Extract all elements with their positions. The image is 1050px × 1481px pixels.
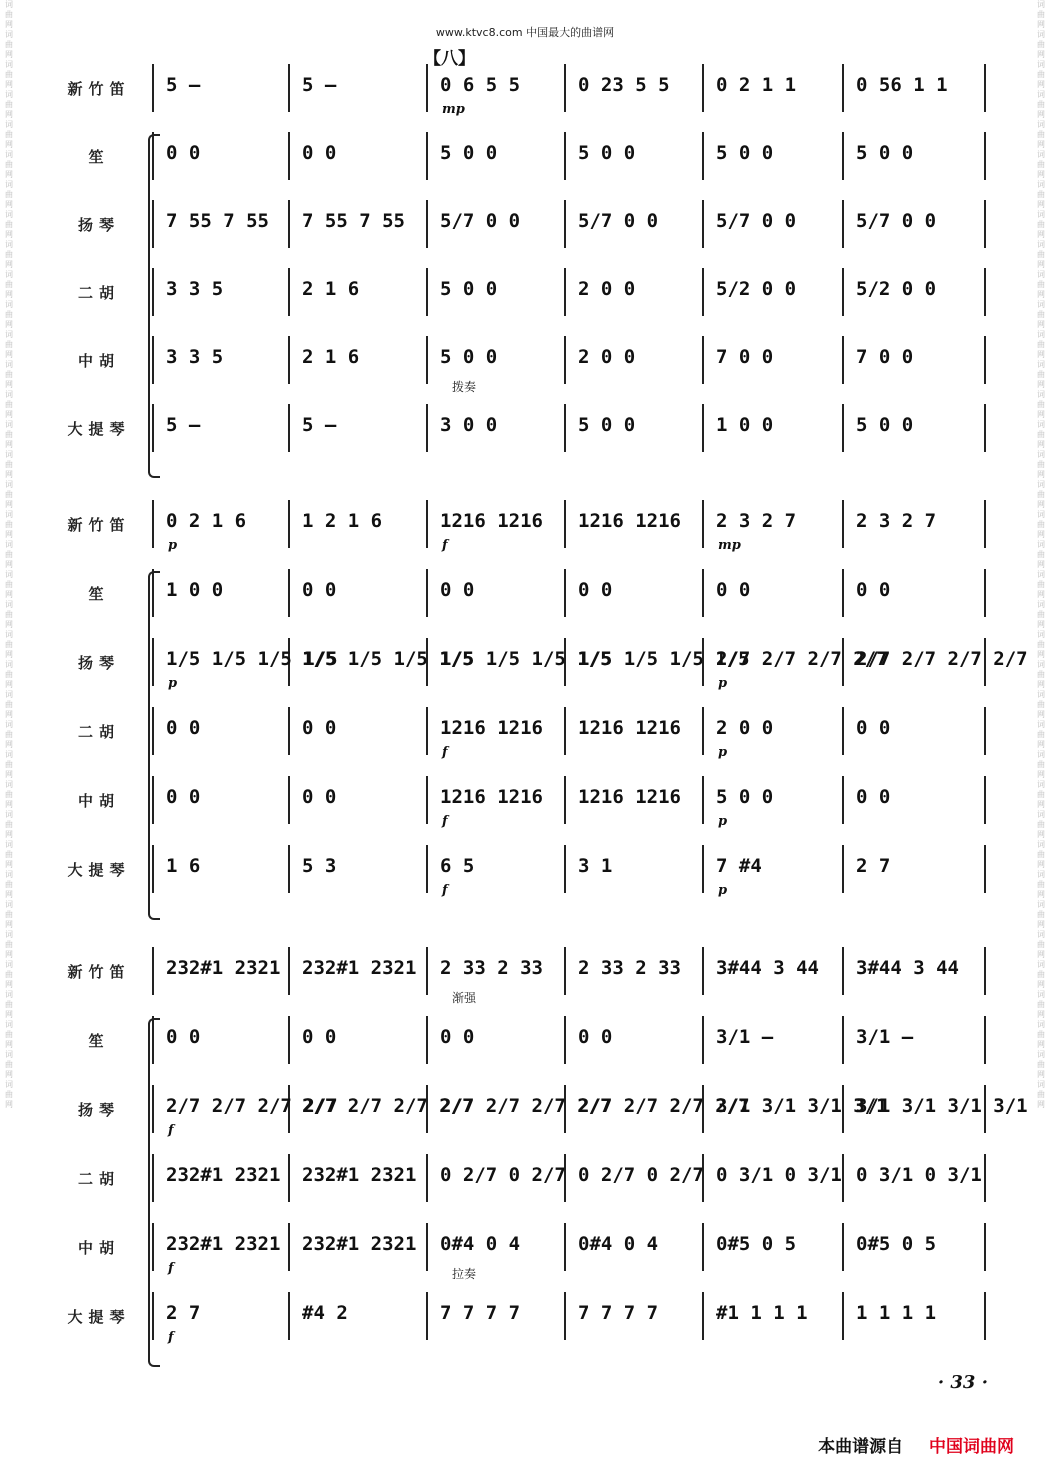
barline — [842, 947, 844, 995]
barline — [702, 268, 704, 316]
barline — [842, 336, 844, 384]
barline — [426, 132, 428, 180]
barline — [564, 1016, 566, 1064]
measure: #4 2 — [302, 1302, 348, 1324]
measure: 7 7 7 7 — [440, 1302, 521, 1324]
instrument-row — [0, 140, 1050, 180]
instrument-row — [0, 208, 1050, 248]
measure: 5 0 0 — [578, 414, 636, 436]
measure: 3/1 3/1 3/1 3/1 — [716, 1095, 888, 1117]
barline — [842, 200, 844, 248]
barline — [152, 64, 154, 112]
barline — [702, 845, 704, 893]
measure: 232#1 2321 — [166, 1233, 281, 1255]
measure: 3 3 5 — [166, 346, 224, 368]
measure: 0 6 5 5 — [440, 74, 521, 96]
measure: 0 2/7 0 2/7 — [578, 1164, 704, 1186]
measure: 5/2 0 0 — [856, 278, 937, 300]
measure: 2/7 2/7 2/7 2/7 — [440, 1095, 612, 1117]
barline — [702, 707, 704, 755]
barline — [288, 947, 290, 995]
barline — [152, 404, 154, 452]
measure: 1216 1216 — [578, 717, 681, 739]
barline — [152, 1223, 154, 1271]
instrument-row — [0, 577, 1050, 617]
instrument-row — [0, 955, 1050, 1005]
measure: 0 2 1 6 — [166, 510, 247, 532]
barline — [984, 1016, 986, 1064]
barline — [842, 404, 844, 452]
measure: 2 1 6 — [302, 278, 360, 300]
barline — [984, 336, 986, 384]
barline — [152, 200, 154, 248]
dynamic-mark: p — [718, 676, 728, 691]
measure: 5 0 0 — [440, 142, 498, 164]
measure: 5 – — [302, 74, 337, 96]
measure: 5/7 0 0 — [578, 210, 659, 232]
barline — [152, 1292, 154, 1340]
measure: 5/7 0 0 — [440, 210, 521, 232]
barline — [152, 707, 154, 755]
instrument-name: 二胡 — [77, 284, 120, 302]
barline — [152, 336, 154, 384]
barline — [152, 638, 154, 686]
dynamic-mark: p — [168, 676, 178, 691]
dynamic-mark: f — [168, 1330, 174, 1345]
barline — [288, 845, 290, 893]
instrument-name: 新竹笛 — [67, 963, 131, 981]
page-header: www.ktvc8.com 中国最大的曲谱网 — [435, 26, 615, 39]
barline — [702, 776, 704, 824]
measure: 7 #4 — [716, 855, 762, 877]
barline — [426, 64, 428, 112]
dynamic-mark: f — [168, 1123, 174, 1138]
barline — [564, 569, 566, 617]
measure: 5/2 0 0 — [716, 278, 797, 300]
measure: 2 3 2 7 — [856, 510, 937, 532]
barline — [984, 404, 986, 452]
dynamic-mark: f — [442, 745, 448, 760]
barline — [984, 132, 986, 180]
barline — [426, 500, 428, 548]
barline — [426, 569, 428, 617]
measure: 7 7 7 7 — [578, 1302, 659, 1324]
instrument-row — [0, 1162, 1050, 1202]
dynamic-mark: f — [442, 538, 448, 553]
barline — [564, 947, 566, 995]
measure: 2/7 2/7 2/7 2/7 — [578, 1095, 750, 1117]
measure: 2 33 2 33 — [440, 957, 543, 979]
measure: 0 0 — [166, 1026, 201, 1048]
barline — [426, 1223, 428, 1271]
instrument-name: 中胡 — [77, 1239, 120, 1257]
barline — [842, 1223, 844, 1271]
barline — [702, 1223, 704, 1271]
measure: 1/5 1/5 1/5 1/5 — [578, 648, 750, 670]
measure: 0 2 1 1 — [716, 74, 797, 96]
instrument-name: 笙 — [88, 585, 110, 603]
measure: 3 3 5 — [166, 278, 224, 300]
performance-label: 渐强 — [452, 991, 477, 1005]
barline — [426, 845, 428, 893]
barline — [288, 1223, 290, 1271]
instrument-name: 中胡 — [77, 352, 120, 370]
measure: 0 0 — [302, 579, 337, 601]
measure: 2/7 2/7 2/7 2/7 — [716, 648, 888, 670]
instrument-name: 扬琴 — [77, 216, 120, 234]
dynamic-mark: f — [442, 883, 448, 898]
measure: 5 0 0 — [440, 278, 498, 300]
barline — [288, 1292, 290, 1340]
barline — [984, 569, 986, 617]
barline — [152, 268, 154, 316]
measure: 0 0 — [302, 717, 337, 739]
instrument-row — [0, 276, 1050, 316]
barline — [288, 500, 290, 548]
instrument-name: 大提琴 — [67, 1308, 131, 1326]
barline — [288, 268, 290, 316]
barline — [984, 1154, 986, 1202]
measure: 0 0 — [302, 786, 337, 808]
barline — [288, 64, 290, 112]
barline — [984, 268, 986, 316]
measure: 0 0 — [578, 579, 613, 601]
barline — [564, 776, 566, 824]
measure: 0#4 0 4 — [440, 1233, 521, 1255]
performance-label: 拨奏 — [452, 380, 477, 394]
measure: 0#5 0 5 — [856, 1233, 937, 1255]
barline — [426, 404, 428, 452]
dynamic-mark: f — [168, 1261, 174, 1276]
barline — [984, 845, 986, 893]
barline — [152, 132, 154, 180]
dynamic-mark: p — [718, 883, 728, 898]
measure: 5 – — [302, 414, 337, 436]
barline — [152, 845, 154, 893]
measure: 3#44 3 44 — [716, 957, 819, 979]
measure: 1216 1216 — [440, 786, 543, 808]
measure: 0 0 — [440, 579, 475, 601]
barline — [842, 64, 844, 112]
measure: 0 0 — [578, 1026, 613, 1048]
measure: 0 56 1 1 — [856, 74, 948, 96]
instrument-name: 二胡 — [77, 723, 120, 741]
measure: 1216 1216 — [578, 510, 681, 532]
barline — [842, 1016, 844, 1064]
instrument-name: 笙 — [88, 148, 110, 166]
measure: 2 0 0 — [578, 346, 636, 368]
barline — [702, 132, 704, 180]
measure: 0 0 — [856, 579, 891, 601]
barline — [702, 64, 704, 112]
instrument-name: 大提琴 — [67, 420, 131, 438]
barline — [842, 132, 844, 180]
instrument-row — [0, 412, 1050, 452]
barline — [984, 500, 986, 548]
measure: 2 7 — [856, 855, 891, 877]
measure: 7 55 7 55 — [302, 210, 405, 232]
barline — [702, 500, 704, 548]
barline — [288, 200, 290, 248]
barline — [152, 1154, 154, 1202]
measure: 2 3 2 7 — [716, 510, 797, 532]
measure: 5 0 0 — [856, 142, 914, 164]
watermark-left: 词曲网词曲网词曲网词曲网词曲网词曲网词曲网词曲网词曲网词曲网词曲网词曲网词曲网词曲网词曲网词曲网词曲网词曲网词曲网词曲网词曲网词曲网词曲网词曲网词曲网词曲网词曲网词曲网词曲网词曲网词曲网词曲网词曲网词曲网词曲网词曲网词曲网 — [5, 0, 13, 1109]
instrument-name: 新竹笛 — [67, 80, 131, 98]
dynamic-mark: f — [442, 814, 448, 829]
barline — [564, 1223, 566, 1271]
barline — [288, 707, 290, 755]
measure: 2 1 6 — [302, 346, 360, 368]
barline — [984, 1292, 986, 1340]
measure: 0#5 0 5 — [716, 1233, 797, 1255]
measure: 3 1 — [578, 855, 613, 877]
barline — [984, 947, 986, 995]
source-credit — [818, 1432, 1014, 1457]
measure: 3 0 0 — [440, 414, 498, 436]
barline — [842, 500, 844, 548]
instrument-row — [0, 72, 1050, 117]
measure: 1 0 0 — [716, 414, 774, 436]
instrument-row — [0, 344, 1050, 394]
measure: 232#1 2321 — [166, 957, 281, 979]
measure: 1/5 1/5 1/5 1/5 — [440, 648, 612, 670]
barline — [564, 707, 566, 755]
watermark-right: 词曲网词曲网词曲网词曲网词曲网词曲网词曲网词曲网词曲网词曲网词曲网词曲网词曲网词曲网词曲网词曲网词曲网词曲网词曲网词曲网词曲网词曲网词曲网词曲网词曲网词曲网词曲网词曲网词曲网词曲网词曲网词曲网词曲网词曲网词曲网词曲网词曲网 — [1037, 0, 1045, 1109]
instrument-name: 笙 — [88, 1032, 110, 1050]
measure: 1 1 1 1 — [856, 1302, 937, 1324]
measure: 0 23 5 5 — [578, 74, 670, 96]
measure: 5 – — [166, 74, 201, 96]
measure: 0 0 — [166, 786, 201, 808]
measure: 5 0 0 — [716, 142, 774, 164]
barline — [564, 1292, 566, 1340]
barline — [984, 1223, 986, 1271]
barline — [564, 132, 566, 180]
instrument-row — [0, 784, 1050, 829]
measure: 2/7 2/7 2/7 2/7 — [856, 648, 1028, 670]
barline — [702, 947, 704, 995]
barline — [842, 268, 844, 316]
barline — [152, 569, 154, 617]
barline — [288, 569, 290, 617]
barline — [984, 776, 986, 824]
instrument-row — [0, 508, 1050, 553]
measure: 3/1 3/1 3/1 3/1 — [856, 1095, 1028, 1117]
barline — [984, 200, 986, 248]
dynamic-mark: p — [168, 538, 178, 553]
instrument-row — [0, 646, 1050, 691]
performance-label: 拉奏 — [452, 1267, 477, 1281]
barline — [426, 707, 428, 755]
dynamic-mark: p — [718, 814, 728, 829]
measure: 7 55 7 55 — [166, 210, 269, 232]
barline — [152, 1085, 154, 1133]
barline — [564, 500, 566, 548]
instrument-row — [0, 1300, 1050, 1345]
instrument-row — [0, 1024, 1050, 1064]
barline — [288, 336, 290, 384]
dynamic-mark: p — [718, 745, 728, 760]
measure: 2 7 — [166, 1302, 201, 1324]
instrument-row — [0, 1093, 1050, 1138]
measure: 0 0 — [166, 142, 201, 164]
measure: 7 0 0 — [856, 346, 914, 368]
barline — [842, 707, 844, 755]
barline — [702, 569, 704, 617]
measure: 7 0 0 — [716, 346, 774, 368]
barline — [702, 404, 704, 452]
measure: 0 3/1 0 3/1 — [856, 1164, 982, 1186]
barline — [426, 268, 428, 316]
measure: 5 0 0 — [440, 346, 498, 368]
measure: 5 – — [166, 414, 201, 436]
measure: 232#1 2321 — [302, 1164, 417, 1186]
measure: 0#4 0 4 — [578, 1233, 659, 1255]
source-label: 本曲谱源自 — [818, 1437, 904, 1457]
measure: 232#1 2321 — [302, 1233, 417, 1255]
barline — [426, 947, 428, 995]
measure: 0 0 — [856, 786, 891, 808]
barline — [426, 1154, 428, 1202]
instrument-row — [0, 853, 1050, 898]
barline — [288, 132, 290, 180]
barline — [288, 1016, 290, 1064]
barline — [564, 845, 566, 893]
instrument-name: 中胡 — [77, 792, 120, 810]
measure: 5/7 0 0 — [716, 210, 797, 232]
measure: 1216 1216 — [440, 510, 543, 532]
source-brand: 中国词曲网 — [929, 1437, 1014, 1457]
measure: 1216 1216 — [440, 717, 543, 739]
instrument-row — [0, 1231, 1050, 1281]
measure: 1/5 1/5 1/5 1/5 — [166, 648, 338, 670]
measure: 232#1 2321 — [302, 957, 417, 979]
measure: 0 2/7 0 2/7 — [440, 1164, 566, 1186]
barline — [564, 64, 566, 112]
dynamic-mark: mp — [442, 102, 465, 117]
measure: 1 0 0 — [166, 579, 224, 601]
barline — [288, 1154, 290, 1202]
barline — [426, 336, 428, 384]
barline — [564, 200, 566, 248]
barline — [288, 404, 290, 452]
barline — [842, 1292, 844, 1340]
barline — [842, 845, 844, 893]
measure: 0 0 — [716, 579, 751, 601]
barline — [702, 1016, 704, 1064]
barline — [564, 336, 566, 384]
barline — [984, 64, 986, 112]
barline — [426, 776, 428, 824]
barline — [564, 404, 566, 452]
measure: 1 2 1 6 — [302, 510, 383, 532]
barline — [426, 200, 428, 248]
instrument-name: 新竹笛 — [67, 516, 131, 534]
instrument-name: 二胡 — [77, 1170, 120, 1188]
instrument-name: 大提琴 — [67, 861, 131, 879]
measure: 1 6 — [166, 855, 201, 877]
measure: 5 0 0 — [856, 414, 914, 436]
barline — [152, 1016, 154, 1064]
measure: 2/7 2/7 2/7 2/7 — [302, 1095, 474, 1117]
barline — [842, 1154, 844, 1202]
dynamic-mark: mp — [718, 538, 741, 553]
barline — [152, 500, 154, 548]
measure: 232#1 2321 — [166, 1164, 281, 1186]
measure: 0 0 — [302, 142, 337, 164]
barline — [288, 776, 290, 824]
barline — [842, 776, 844, 824]
measure: 2 0 0 — [716, 717, 774, 739]
measure: 5 0 0 — [716, 786, 774, 808]
barline — [152, 776, 154, 824]
barline — [702, 200, 704, 248]
instrument-row — [0, 715, 1050, 760]
measure: 2/7 2/7 2/7 2/7 — [166, 1095, 338, 1117]
barline — [426, 1016, 428, 1064]
measure: 0 3/1 0 3/1 — [716, 1164, 842, 1186]
measure: 0 0 — [440, 1026, 475, 1048]
instrument-name: 扬琴 — [77, 1101, 120, 1119]
barline — [426, 1292, 428, 1340]
barline — [564, 268, 566, 316]
measure: 0 0 — [166, 717, 201, 739]
measure: 2 0 0 — [578, 278, 636, 300]
barline — [152, 947, 154, 995]
measure: 5 3 — [302, 855, 337, 877]
measure: 1216 1216 — [578, 786, 681, 808]
barline — [984, 707, 986, 755]
measure: 0 0 — [856, 717, 891, 739]
barline — [702, 336, 704, 384]
measure: 5/7 0 0 — [856, 210, 937, 232]
measure: 3#44 3 44 — [856, 957, 959, 979]
measure: 2 33 2 33 — [578, 957, 681, 979]
barline — [842, 569, 844, 617]
measure: 6 5 — [440, 855, 475, 877]
measure: 0 0 — [302, 1026, 337, 1048]
barline — [702, 1292, 704, 1340]
measure: 3/1 – — [856, 1026, 914, 1048]
measure: 3/1 – — [716, 1026, 774, 1048]
section-mark: 【八】 — [424, 49, 475, 69]
page-number: · 33 · — [937, 1372, 988, 1393]
measure: #1 1 1 1 — [716, 1302, 808, 1324]
instrument-name: 扬琴 — [77, 654, 120, 672]
measure: 5 0 0 — [578, 142, 636, 164]
measure: 1/5 1/5 1/5 1/5 — [302, 648, 474, 670]
